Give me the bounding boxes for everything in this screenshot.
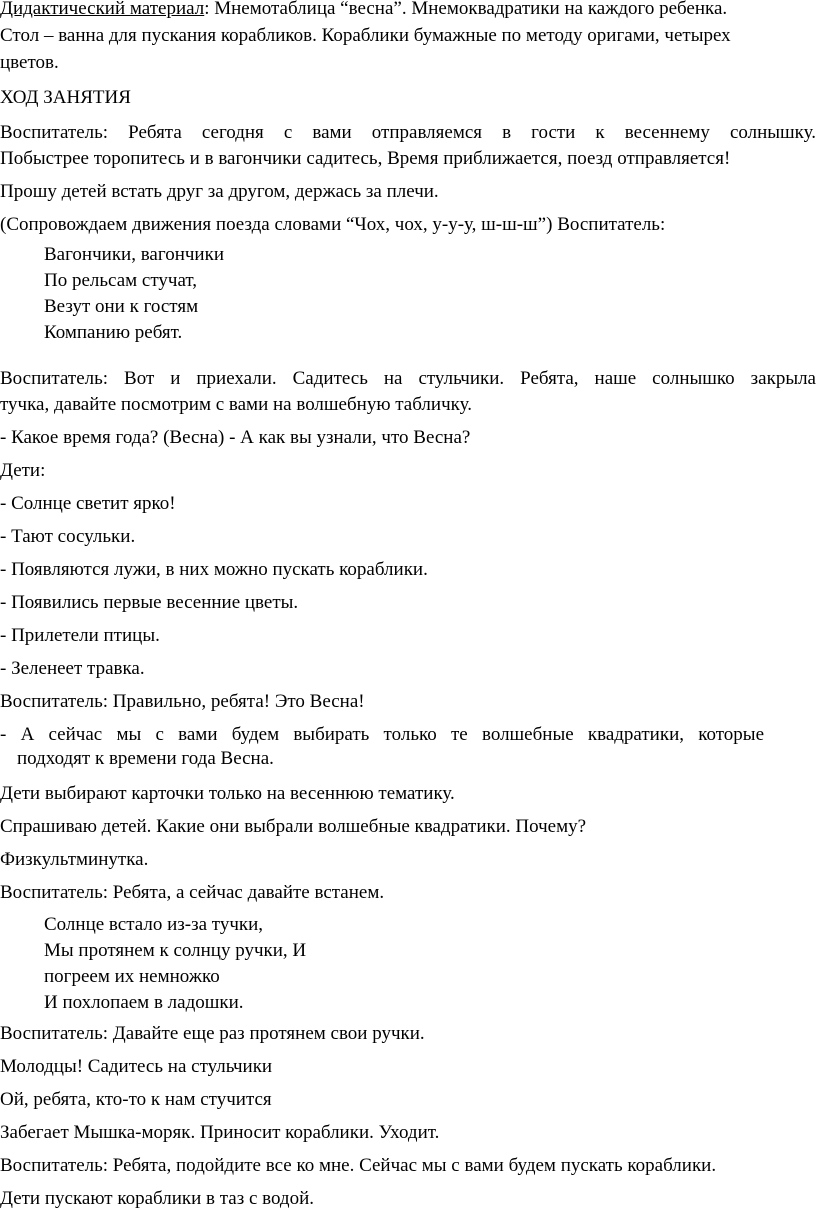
- answer-2: - Тают сосульки.: [0, 526, 136, 547]
- poem-2-line-1: Солнце встало из-за тучки,: [44, 914, 264, 935]
- paragraph-2: Прошу детей встать друг за другом, держась за плечи.: [0, 181, 439, 202]
- paragraph-7-line-2: подходят к времени года Весна.: [17, 748, 274, 769]
- paragraph-9: Спрашиваю детей. Какие они выбрали волшебные квадратики. Почему?: [0, 816, 587, 837]
- paragraph-13: Молодцы! Садитесь на стульчики: [0, 1056, 273, 1077]
- answer-1: - Солнце светит ярко!: [0, 493, 176, 514]
- poem-2-line-4: И похлопаем в ладошки.: [44, 992, 244, 1013]
- poem-1-line-1: Вагончики, вагончики: [44, 244, 224, 265]
- paragraph-1-line-2: Побыстрее торопитесь и в вагончики садитесь, Время приближается, поезд отправляется!: [0, 148, 731, 169]
- paragraph-5: - Какое время года? (Весна) - А как вы узнали, что Весна?: [0, 427, 471, 448]
- paragraph-11: Воспитатель: Ребята, а сейчас давайте встанем.: [0, 882, 385, 903]
- poem-2-line-2: Мы протянем к солнцу ручки, И: [44, 940, 307, 961]
- poem-1-line-2: По рельсам стучат,: [44, 270, 198, 291]
- paragraph-12: Воспитатель: Давайте еще раз протянем свои ручки.: [0, 1023, 425, 1044]
- intro-line-3: цветов.: [0, 52, 59, 73]
- paragraph-16: Воспитатель: Ребята, подойдите все ко мне. Сейчас мы с вами будем пускать кораблики.: [0, 1155, 717, 1176]
- didactic-material-label: Дидактический материал: [0, 0, 205, 19]
- paragraph-8: Дети выбирают карточки только на весеннюю тематику.: [0, 783, 455, 804]
- paragraph-1-line-1: Воспитатель: Ребята сегодня с вами отправляемся в гости к весеннему солнышку.: [0, 122, 816, 143]
- paragraph-6: Воспитатель: Правильно, ребята! Это Весна!: [0, 691, 365, 712]
- intro-line-1-text: : Мнемотаблица “весна”. Мнемоквадратики на каждого ребенка.: [204, 0, 728, 19]
- paragraph-4-line-2: тучка, давайте посмотрим с вами на волшебную табличку.: [0, 394, 472, 415]
- poem-2-line-3: погреем их немножко: [44, 966, 220, 987]
- answer-6: - Зеленеет травка.: [0, 658, 145, 679]
- paragraph-10: Физкультминутка.: [0, 849, 149, 870]
- paragraph-7-line-1: - А сейчас мы с вами будем выбирать только те волшебные квадратики, которые: [0, 724, 764, 745]
- paragraph-17: Дети пускают кораблики в таз с водой.: [0, 1188, 315, 1209]
- poem-1-line-4: Компанию ребят.: [44, 322, 183, 343]
- paragraph-3: (Сопровождаем движения поезда словами “Чох, чох, у-у-у, ш-ш-ш”) Воспитатель:: [0, 214, 666, 235]
- paragraph-4-line-1: Воспитатель: Вот и приехали. Садитесь на стульчики. Ребята, наше солнышко закрыла: [0, 368, 816, 389]
- answer-3: - Появляются лужи, в них можно пускать кораблики.: [0, 559, 428, 580]
- paragraph-14: Ой, ребята, кто-то к нам стучится: [0, 1089, 272, 1110]
- poem-1-line-3: Везут они к гостям: [44, 296, 199, 317]
- section-title: ХОД ЗАНЯТИЯ: [0, 87, 131, 108]
- answer-5: - Прилетели птицы.: [0, 625, 160, 646]
- answer-4: - Появились первые весенние цветы.: [0, 592, 299, 613]
- intro-line-2: Стол – ванна для пускания корабликов. Кораблики бумажные по методу оригами, четырех: [0, 25, 731, 46]
- children-label: Дети:: [0, 460, 46, 481]
- intro-line-1: [0, 0, 816, 22]
- paragraph-15: Забегает Мышка-моряк. Приносит кораблики. Уходит.: [0, 1122, 440, 1143]
